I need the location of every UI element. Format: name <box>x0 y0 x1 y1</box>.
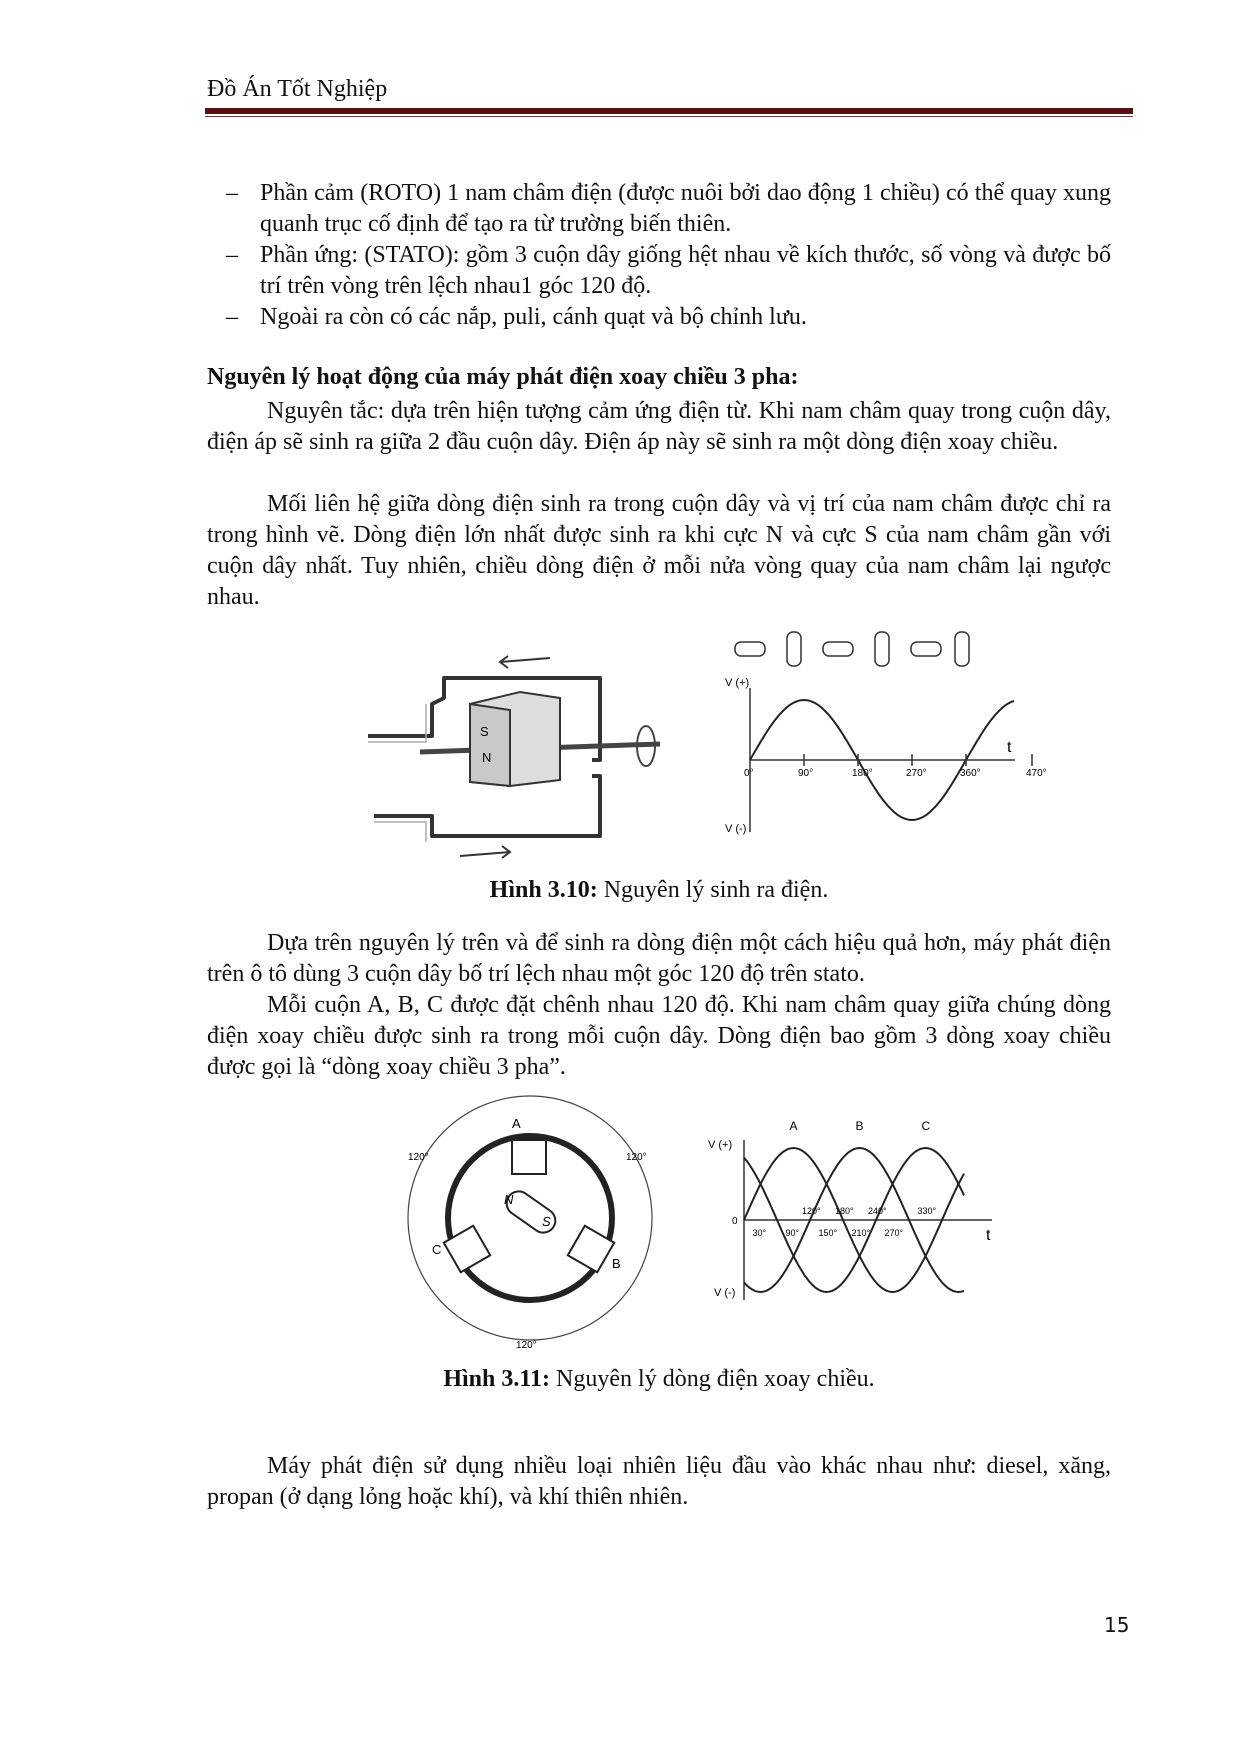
x-tick-label: 240° <box>868 1206 887 1216</box>
section-heading: Nguyên lý hoạt động của máy phát điện xoay chiều 3 pha: <box>207 364 799 390</box>
x-tick-label: 270° <box>884 1228 904 1238</box>
angle-label: 120° <box>408 1152 429 1163</box>
x-tick-label: 30° <box>752 1228 767 1238</box>
x-tick-label: 360° <box>960 768 981 779</box>
pole-n-label: N <box>504 1192 514 1207</box>
page-number: 15 <box>1104 1613 1130 1637</box>
pole-s-label: S <box>480 724 489 739</box>
list-item <box>206 178 1111 240</box>
paragraph-fuel-types <box>207 1451 1111 1513</box>
zero-label: 0 <box>732 1216 738 1227</box>
paragraph-text: Dựa trên nguyên lý trên và để sinh ra dòng điện một cách hiệu quả hơn, máy phát điện trên ô tô dùng 3 cuộn dây bố trí lệch nhau một góc 120 độ trên stato. <box>207 930 1111 987</box>
x-tick-label: 210° <box>851 1228 871 1238</box>
figure-3-10-magnet-diagram <box>360 640 660 850</box>
figure-3-10-caption <box>207 877 1111 904</box>
paragraph-text: Nguyên tắc: dựa trên hiện tượng cảm ứng điện từ. Khi nam châm quay trong cuộn dây, điện áp sẽ sinh ra giữa 2 đầu cuộn dây. Điện áp này sẽ sinh ra một dòng điện xoay chiều. <box>207 398 1111 455</box>
x-tick-label: 150° <box>818 1228 838 1238</box>
header-title: Đồ Án Tốt Nghiệp <box>207 76 388 102</box>
bullet-dash: – <box>226 180 238 206</box>
x-axis-label: t <box>1007 739 1012 756</box>
list-item <box>206 302 1111 333</box>
header-divider <box>205 108 1133 114</box>
caption-text: Nguyên lý dòng điện xoay chiều. <box>550 1366 875 1392</box>
pole-s-label: S <box>542 1214 551 1229</box>
x-tick-label: 180° <box>835 1206 854 1216</box>
bullet-dash: – <box>226 304 238 330</box>
x-tick-label: 180° <box>852 768 873 779</box>
x-tick-label: 90° <box>798 768 814 779</box>
caption-text: Nguyên lý sinh ra điện. <box>597 877 829 903</box>
angle-label: 120° <box>626 1152 647 1163</box>
list-item <box>206 240 1111 302</box>
paragraph-text: Máy phát điện sử dụng nhiều loại nhiên liệu đầu vào khác nhau như: diesel, xăng, propan (ở dạng lỏng hoặc khí), và khí thiên nhiên. <box>207 1453 1111 1510</box>
paragraph-three-phase <box>207 990 1111 1083</box>
paragraph-text: Mỗi cuộn A, B, C được đặt chênh nhau 120 độ. Khi nam châm quay giữa chúng dòng điện xoay chiều được sinh ra trong mỗi cuộn dây. Dòng điện bao gồm 3 dòng xoay chiều được gọi là “dòng xoay chiều 3 pha”. <box>207 992 1111 1080</box>
y-axis-negative-label: V (-) <box>725 823 747 835</box>
x-axis-label: t <box>986 1227 991 1244</box>
phase-c-label: C <box>921 1119 931 1133</box>
x-tick-label: 270° <box>906 768 927 779</box>
x-tick-label: 330° <box>917 1206 937 1216</box>
paragraph-text: Mối liên hệ giữa dòng điện sinh ra trong cuộn dây và vị trí của nam châm được chỉ ra trong hình vẽ. Dòng điện lớn nhất được sinh ra khi cực N và cực S của nam châm gần với cuộn dây nhất. Tuy nhiên, chiều dòng điện ở mỗi nửa vòng quay của nam châm lại ngược nhau. <box>207 491 1111 610</box>
x-tick-label: 120° <box>802 1206 821 1216</box>
x-tick-label: 470° <box>1026 768 1047 779</box>
list-item-text: Ngoài ra còn có các nắp, puli, cánh quạt và bộ chỉnh lưu. <box>260 304 807 330</box>
paragraph-three-coils <box>207 928 1111 990</box>
coil-c-label: C <box>432 1242 442 1257</box>
x-tick-label: 0° <box>744 768 754 779</box>
coil-b-label: B <box>612 1256 621 1271</box>
caption-label: Hình 3.10: <box>489 877 598 903</box>
y-axis-negative-label: V (-) <box>714 1287 736 1299</box>
component-list <box>206 178 1111 333</box>
angle-label: 120° <box>516 1340 537 1351</box>
y-axis-positive-label: V (+) <box>725 677 750 689</box>
x-tick-label: 90° <box>785 1228 800 1238</box>
bullet-dash: – <box>226 242 238 268</box>
header-divider-thin <box>205 116 1133 117</box>
y-axis-positive-label: V (+) <box>708 1139 733 1151</box>
phase-a-label: A <box>789 1119 798 1133</box>
figure-3-11-three-phase-graph <box>708 1110 1008 1325</box>
figure-3-11-caption <box>207 1366 1111 1393</box>
list-item-text: Phần cảm (ROTO) 1 nam châm điện (được nuôi bởi dao động 1 chiều) có thể quay xung quanh trục cố định để tạo ra từ trường biến thiên. <box>260 180 1111 237</box>
pole-n-label: N <box>482 750 492 765</box>
figure-3-11-stator-diagram <box>400 1092 660 1350</box>
paragraph-relation <box>207 489 1111 613</box>
figure-3-10-voltage-graph <box>705 620 1047 835</box>
caption-label: Hình 3.11: <box>443 1366 551 1392</box>
phase-b-label: B <box>855 1119 864 1133</box>
coil-a-label: A <box>512 1116 521 1131</box>
list-item-text: Phần ứng: (STATO): gồm 3 cuộn dây giống hệt nhau về kích thước, số vòng và được bố trí trên vòng trên lệch nhau1 góc 120 độ. <box>260 242 1111 299</box>
paragraph-principle <box>207 396 1111 458</box>
magnet-position-icons <box>735 632 969 666</box>
